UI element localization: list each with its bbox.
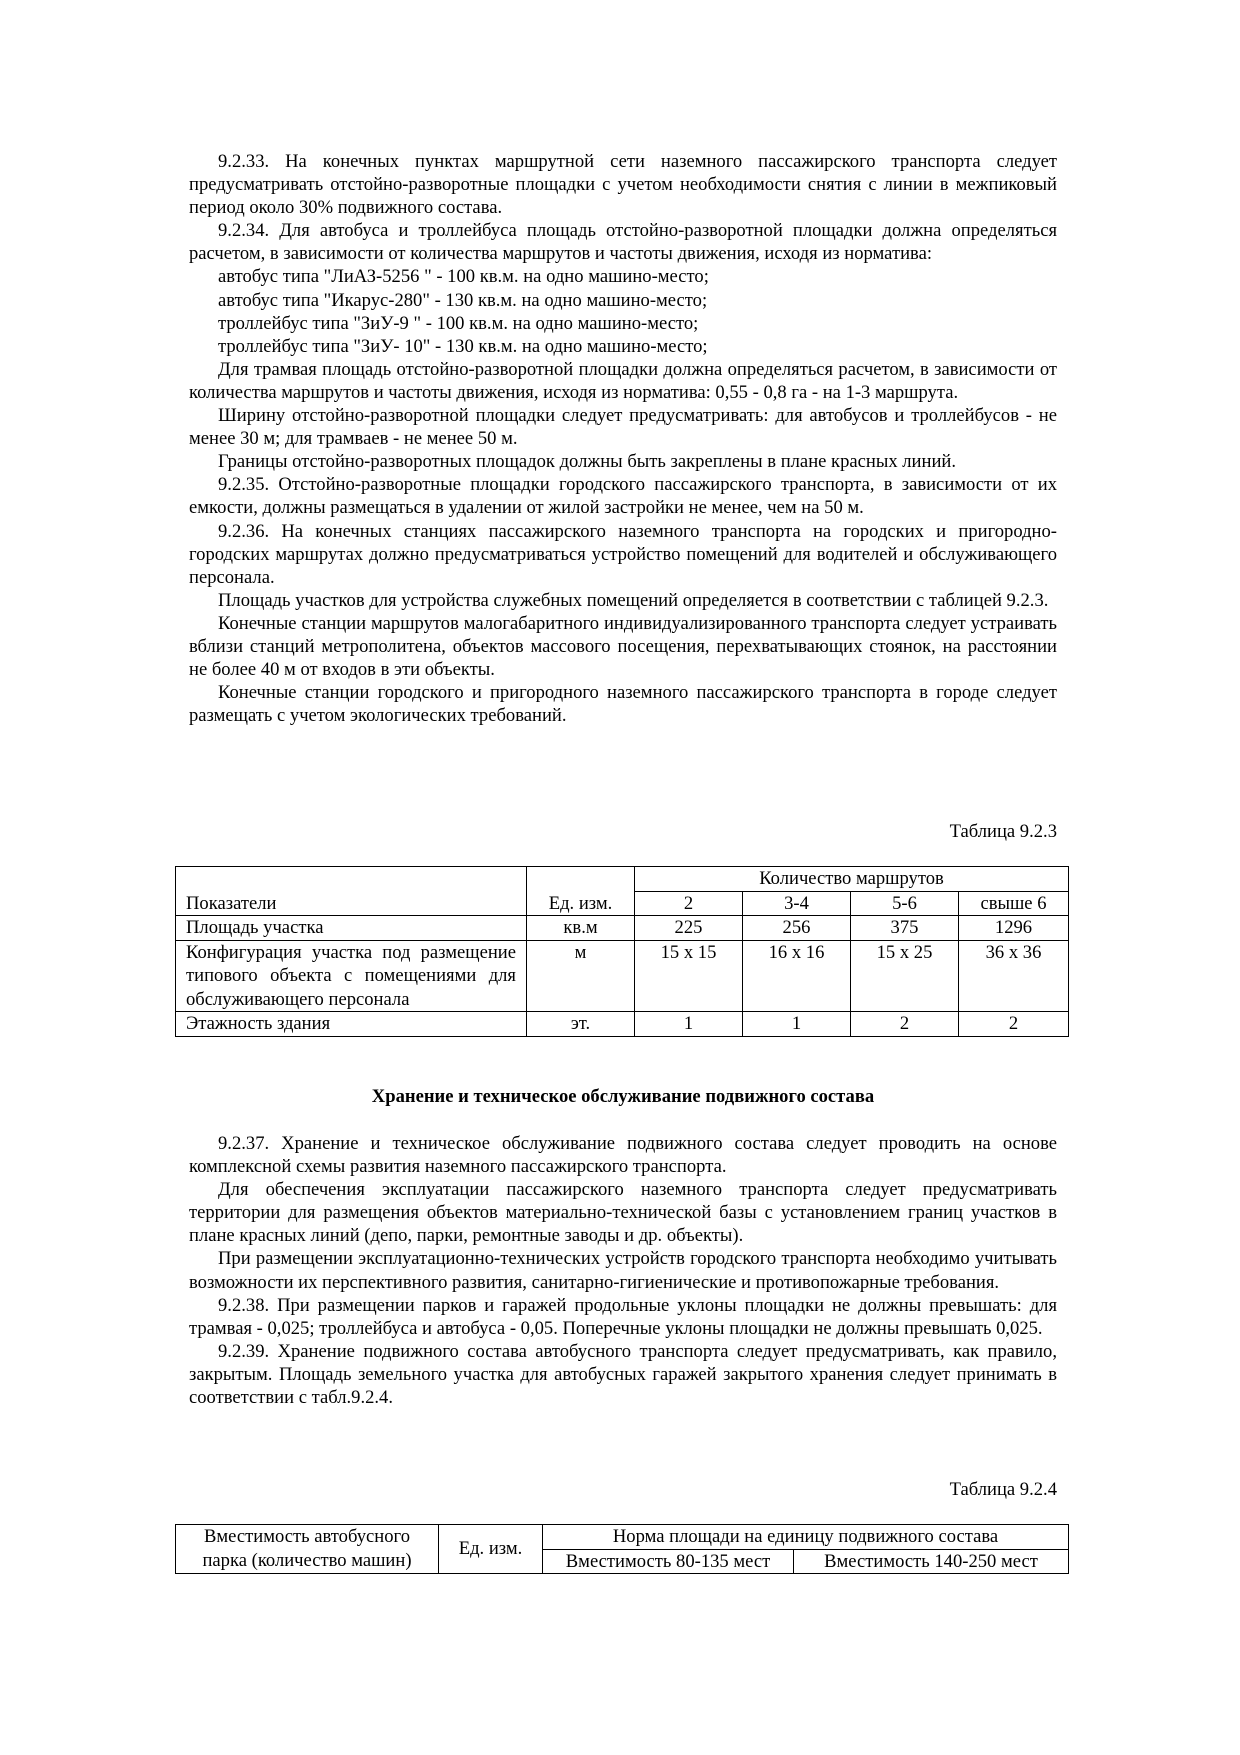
header-area-norm: Норма площади на единицу подвижного состава — [543, 1525, 1069, 1550]
table-9-2-4-caption: Таблица 9.2.4 — [949, 1479, 1057, 1500]
table-header-row — [176, 867, 1069, 892]
table-9-2-3-caption: Таблица 9.2.3 — [949, 821, 1057, 842]
norm-item: троллейбус типа "ЗиУ- 10" - 130 кв.м. на одно машино-место; — [218, 335, 708, 357]
table-row — [176, 1012, 1069, 1037]
row-label: Конфигурация участка под размещение типового объекта с помещениями для обслуживающего персонала — [176, 940, 527, 1012]
norm-item: автобус типа "ЛиАЗ-5256 " - 100 кв.м. на одно машино-место; — [218, 266, 709, 288]
row-label: Площадь участка — [176, 916, 527, 941]
paragraph: Конечные станции городского и пригородного наземного пассажирского транспорта в городе следует размещать с учетом экологических требований. — [189, 682, 1057, 727]
norm-item: троллейбус типа "ЗиУ-9 " - 100 кв.м. на одно машино-место; — [218, 312, 699, 334]
header-count: 5-6 — [851, 891, 959, 916]
cell-value: 375 — [851, 916, 959, 941]
cell-value: 2 — [959, 1012, 1069, 1037]
paragraph: Для обеспечения эксплуатации пассажирского наземного транспорта следует предусматривать территории для размещения объектов материально-технической базы с установлением границ участков в плане красных линий (депо, парки, ремонтные заводы и др. объекты). — [189, 1179, 1057, 1247]
header-capacity-140-250: Вместимость 140-250 мест — [794, 1549, 1069, 1574]
header-count: свыше 6 — [959, 891, 1069, 916]
cell-value: 16 х 16 — [743, 940, 851, 1012]
cell-value: 1296 — [959, 916, 1069, 941]
table-header-row — [176, 1525, 1069, 1550]
header-count: 2 — [635, 891, 743, 916]
paragraph: При размещении эксплуатационно-технических устройств городского транспорта необходимо учитывать возможности их перспективного развития, санитарно-гигиенические и противопожарные требования. — [189, 1248, 1057, 1293]
paragraph: Границы отстойно-разворотных площадок должны быть закреплены в плане красных линий. — [218, 451, 956, 473]
header-indicator: Показатели — [176, 867, 527, 916]
paragraph: Ширину отстойно-разворотной площадки следует предусматривать: для автобусов и троллейбусов - не менее 30 м; для трамваев - не менее 50 м. — [189, 405, 1057, 450]
header-unit: Ед. изм. — [527, 867, 635, 916]
paragraph: 9.2.38. При размещении парков и гаражей продольные уклоны площадки не должны превышать: для трамвая - 0,025; троллейбуса и автобуса - 0,05. Поперечные уклоны площадки не должны превышать 0,025. — [189, 1294, 1057, 1339]
cell-value: 15 х 15 — [635, 940, 743, 1012]
header-capacity-80-135: Вместимость 80-135 мест — [543, 1549, 794, 1574]
paragraph: Площадь участков для устройства служебных помещений определяется в соответствии с таблицей 9.2.3. — [218, 589, 1049, 611]
cell-value: 225 — [635, 916, 743, 941]
cell-value: 15 х 25 — [851, 940, 959, 1012]
header-route-count: Количество маршрутов — [635, 867, 1069, 892]
table-row — [176, 916, 1069, 941]
cell-value: 256 — [743, 916, 851, 941]
paragraph: 9.2.33. На конечных пунктах маршрутной сети наземного пассажирского транспорта следует предусматривать отстойно-разворотные площадки с учетом необходимости снятия с линии в межпиковый период около 30% подвижного состава. — [189, 151, 1057, 219]
row-unit: м — [527, 940, 635, 1012]
cell-value: 1 — [743, 1012, 851, 1037]
norm-item: автобус типа "Икарус-280" - 130 кв.м. на одно машино-место; — [218, 289, 708, 311]
section-2-text — [189, 1132, 1057, 1409]
header-count: 3-4 — [743, 891, 851, 916]
table-row — [176, 940, 1069, 1012]
paragraph: 9.2.37. Хранение и техническое обслуживание подвижного состава следует проводить на основе комплексной схемы развития наземного пассажирского транспорта. — [189, 1133, 1057, 1178]
table-9-2-3 — [175, 866, 1069, 1037]
table-9-2-4 — [175, 1524, 1069, 1574]
header-capacity: Вместимость автобусного парка (количество машин) — [176, 1525, 439, 1574]
header-unit: Ед. изм. — [439, 1525, 543, 1574]
section-1-text — [189, 150, 1057, 727]
paragraph: Для трамвая площадь отстойно-разворотной площадки должна определяться расчетом, в зависимости от количества маршрутов и частоты движения, исходя из норматива: 0,55 - 0,8 га - на 1-3 маршрута. — [189, 358, 1057, 403]
paragraph: 9.2.39. Хранение подвижного состава автобусного транспорта следует предусматривать, как правило, закрытым. Площадь земельного участка для автобусных гаражей закрытого хранения следует принимать в соответствии с табл.9.2.4. — [189, 1340, 1057, 1409]
cell-value: 2 — [851, 1012, 959, 1037]
paragraph: Конечные станции маршрутов малогабаритного индивидуализированного транспорта следует устраивать вблизи станций метрополитена, объектов массового посещения, перехватывающих стоянок, на расстоянии не более 40 м от входов в эти объекты. — [189, 612, 1057, 681]
paragraph: 9.2.35. Отстойно-разворотные площадки городского пассажирского транспорта, в зависимости от их емкости, должны размещаться в удалении от жилой застройки не менее, чем на 50 м. — [189, 474, 1057, 519]
row-unit: эт. — [527, 1012, 635, 1037]
row-unit: кв.м — [527, 916, 635, 941]
cell-value: 36 х 36 — [959, 940, 1069, 1012]
row-label: Этажность здания — [176, 1012, 527, 1037]
cell-value: 1 — [635, 1012, 743, 1037]
paragraph: 9.2.36. На конечных станциях пассажирского наземного транспорта на городских и пригородно-городских маршрутах должно предусматриваться устройство помещений для водителей и обслуживающего персонала. — [189, 520, 1057, 588]
paragraph: 9.2.34. Для автобуса и троллейбуса площадь отстойно-разворотной площадки должна определяться расчетом, в зависимости от количества маршрутов и частоты движения, исходя из норматива: — [189, 220, 1057, 265]
section-heading: Хранение и техническое обслуживание подвижного состава — [371, 1086, 875, 1107]
